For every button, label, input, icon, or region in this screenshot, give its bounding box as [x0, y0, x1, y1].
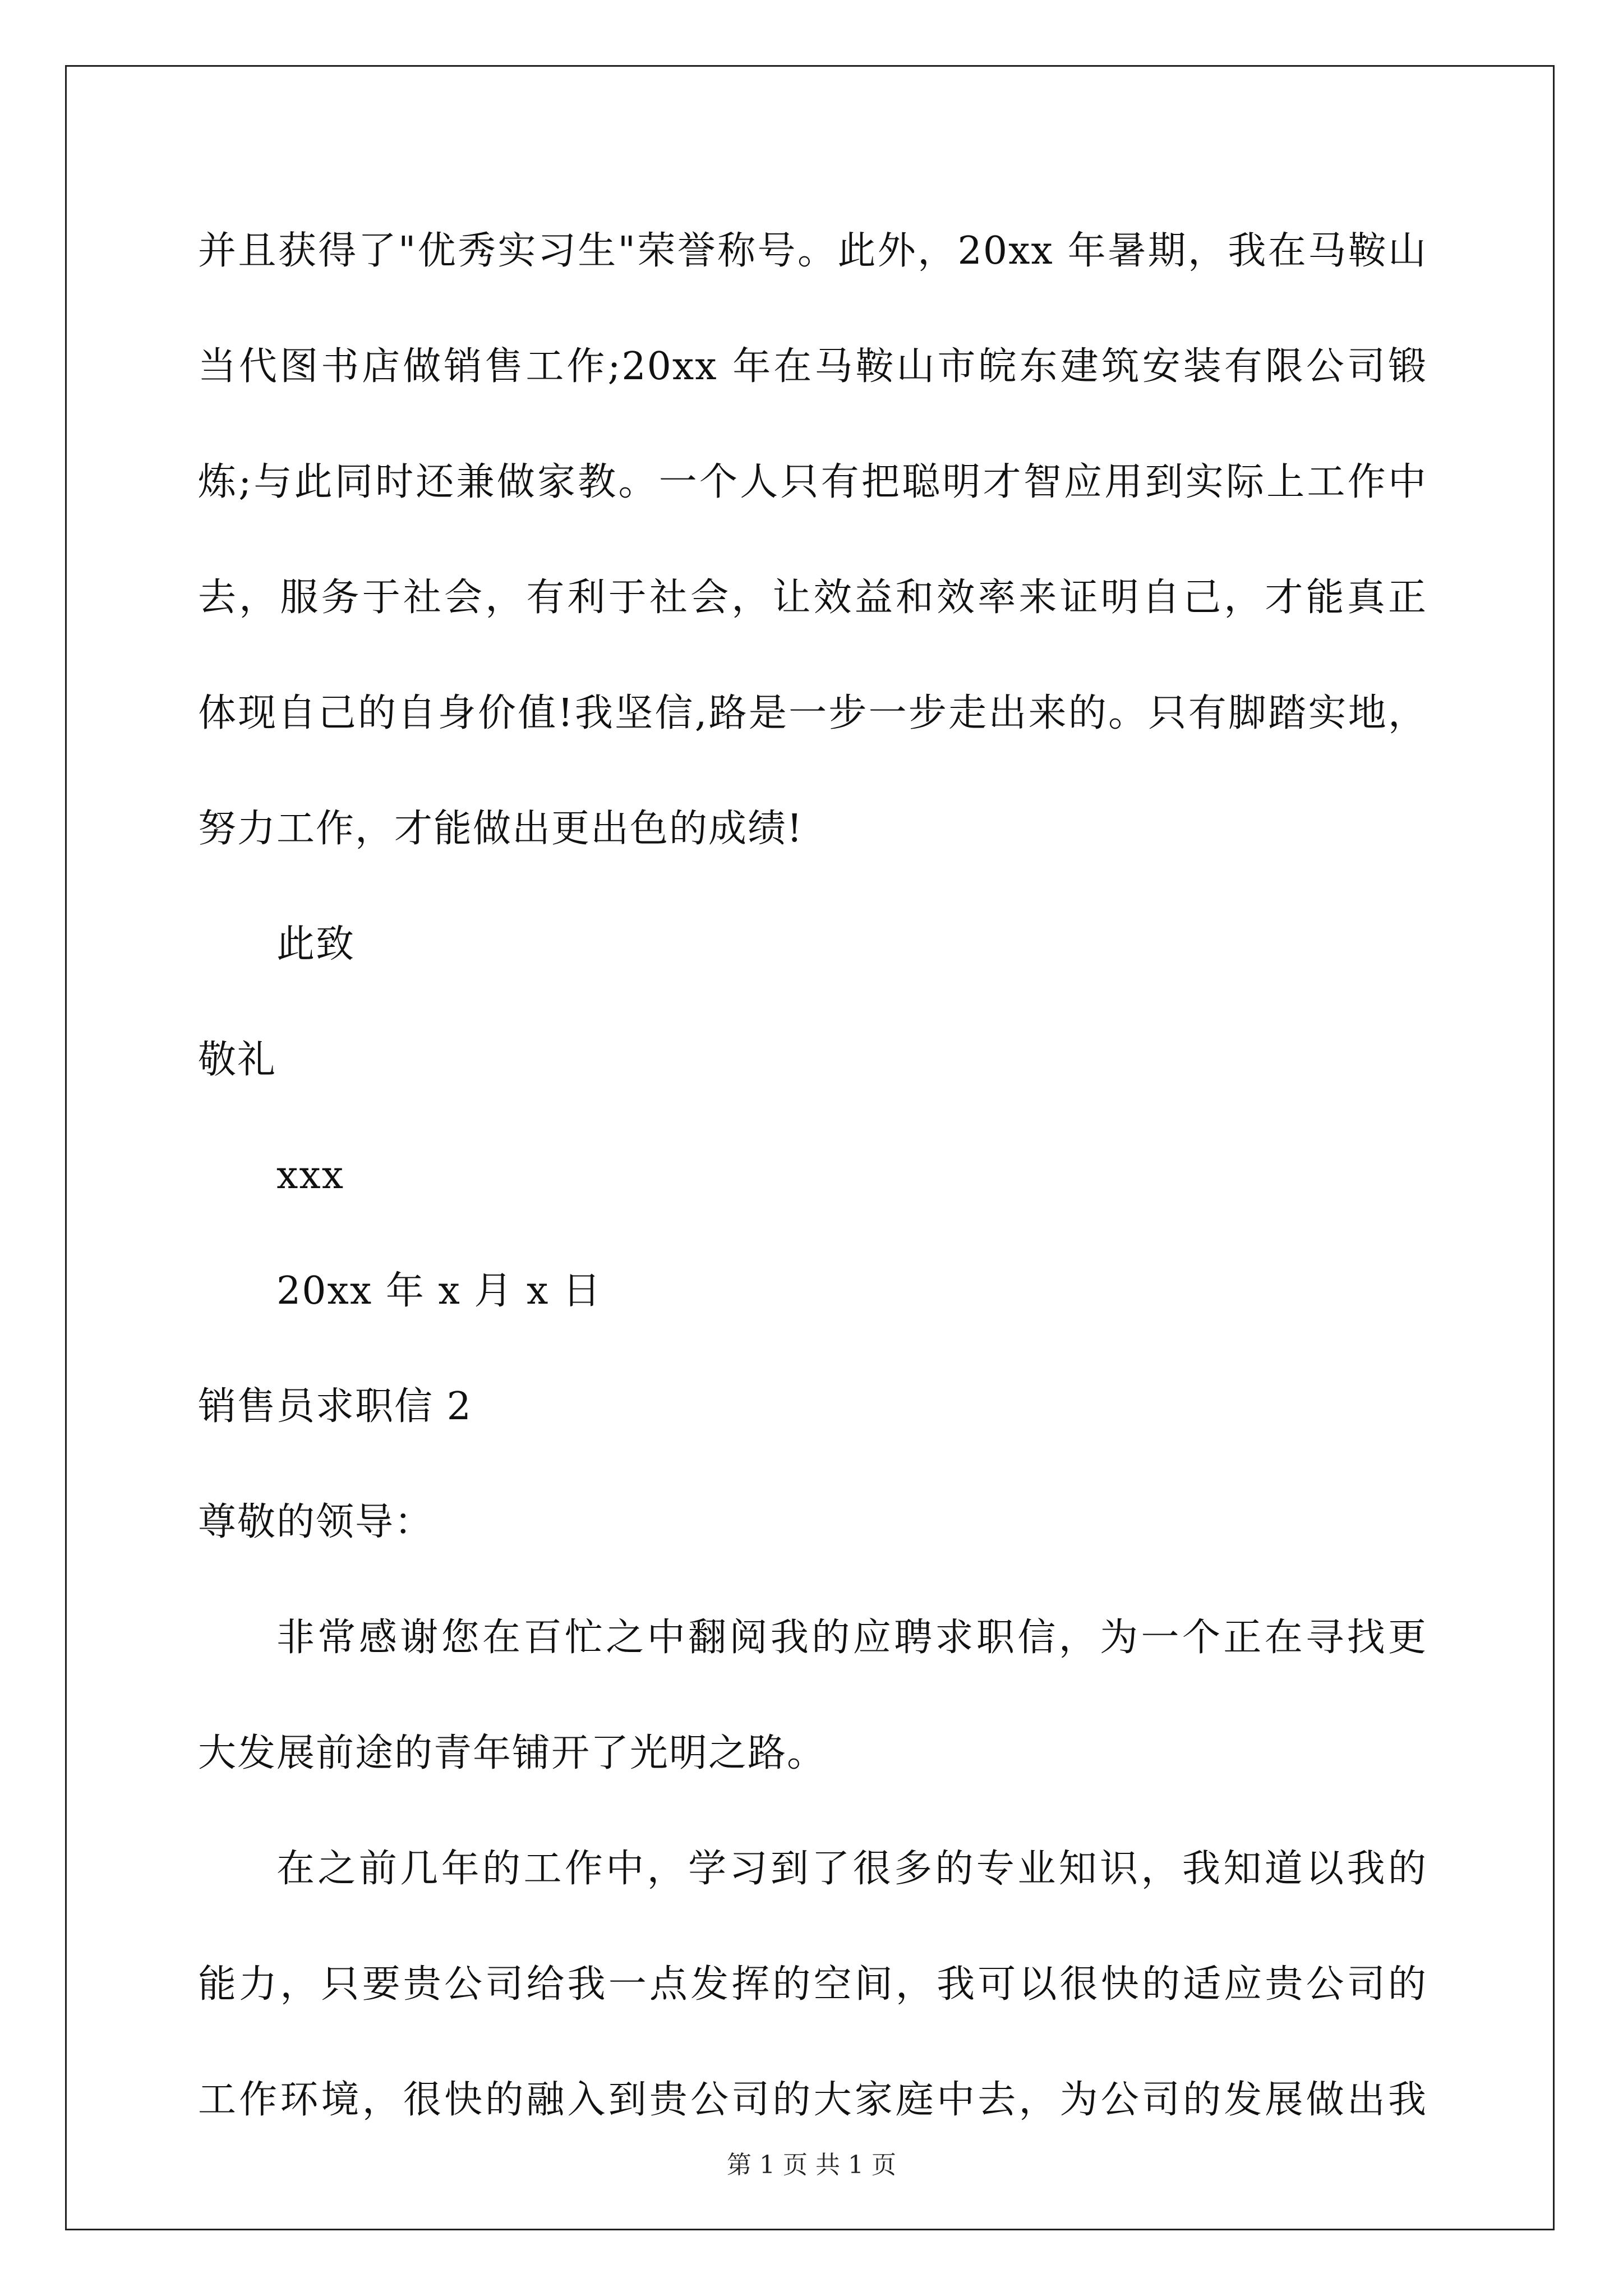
signature-name: xxx [276, 1153, 345, 1198]
paragraph-line: 能力，只要贵公司给我一点发挥的空间，我可以很快的适应贵公司的 [198, 1962, 1427, 2007]
paragraph-line: 非常感谢您在百忙之中翻阅我的应聘求职信，为一个正在寻找更 [276, 1616, 1427, 1660]
paragraph-line: 工作环境，很快的融入到贵公司的大家庭中去，为公司的发展做出我 [198, 2078, 1427, 2122]
letter-greeting: 尊敬的领导： [198, 1500, 434, 1544]
document-body [198, 205, 1427, 2169]
closing-salutation: 此致 [276, 922, 356, 967]
paragraph-line: 努力工作，才能做出更出色的成绩! [198, 807, 804, 851]
paragraph-line: 体现自己的自身价值!我坚信,路是一步一步走出来的。只有脚踏实地， [198, 691, 1427, 735]
letter-title: 销售员求职信 2 [198, 1384, 472, 1429]
paragraph-line: 当代图书店做销售工作;20xx 年在马鞍山市皖东建筑安装有限公司锻 [198, 344, 1427, 389]
paragraph-line: 在之前几年的工作中，学习到了很多的专业知识，我知道以我的 [276, 1847, 1427, 1891]
closing-regards: 敬礼 [198, 1038, 277, 1082]
signature-date: 20xx 年 x 月 x 日 [276, 1269, 602, 1313]
paragraph-line: 炼;与此同时还兼做家教。一个人只有把聪明才智应用到实际上工作中 [198, 460, 1427, 504]
page-number-footer: 第 1 页 共 1 页 [727, 2151, 896, 2179]
paragraph-line: 大发展前途的青年铺开了光明之路。 [198, 1731, 827, 1775]
paragraph-line: 去，服务于社会，有利于社会，让效益和效率来证明自己，才能真正 [198, 576, 1427, 620]
paragraph-line: 并且获得了"优秀实习生"荣誉称号。此外，20xx 年暑期，我在马鞍山 [198, 229, 1427, 273]
